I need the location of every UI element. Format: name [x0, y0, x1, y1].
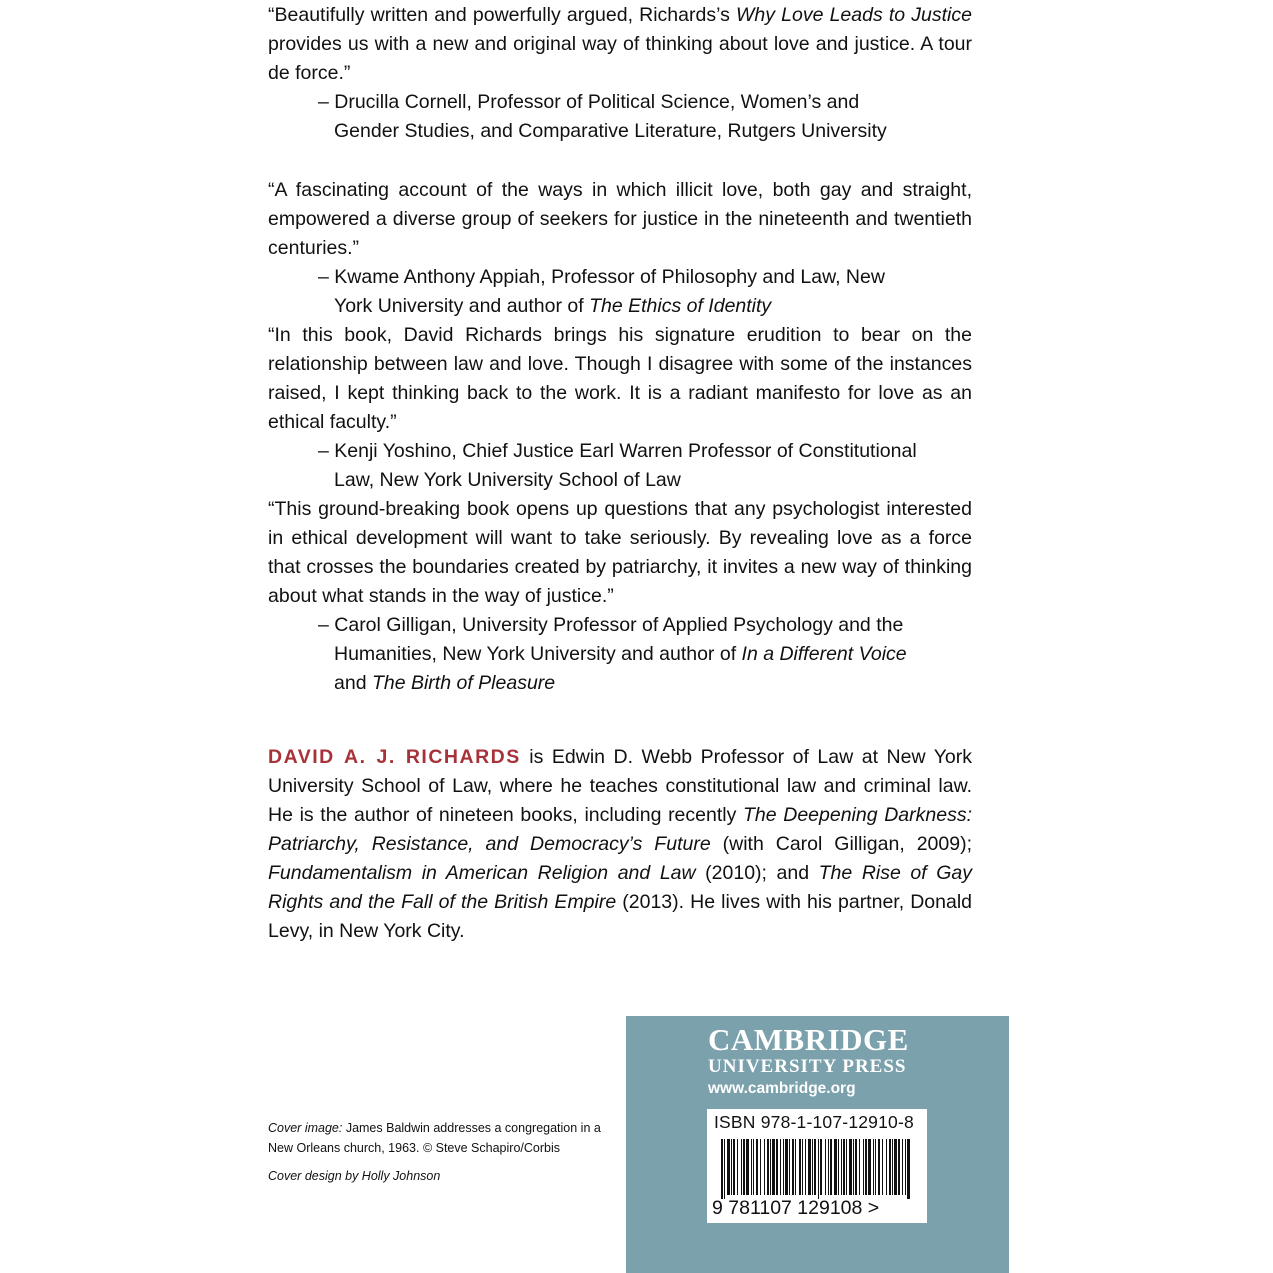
- barcode-bar: [764, 1139, 765, 1195]
- cover-credits: [268, 1118, 608, 1186]
- barcode-bar: [724, 1139, 725, 1199]
- barcode-bar: [795, 1139, 796, 1195]
- barcode-bar: [830, 1139, 832, 1195]
- barcode-bar: [751, 1139, 752, 1195]
- barcode-bar: [892, 1139, 893, 1195]
- barcode-bar: [875, 1139, 876, 1195]
- barcode-bar: [889, 1139, 891, 1195]
- barcode-bar: [802, 1139, 803, 1195]
- barcode-bar: [863, 1139, 864, 1195]
- barcode-end-mark: >: [867, 1197, 880, 1219]
- publisher-panel: [626, 1016, 1009, 1273]
- barcode-bar: [865, 1139, 867, 1195]
- barcode-bar: [878, 1139, 880, 1195]
- blurb-4: [268, 495, 972, 698]
- barcode-bar: [780, 1139, 781, 1195]
- cover-image-label: Cover image:: [268, 1121, 343, 1135]
- barcode-bar: [905, 1139, 906, 1195]
- barcode-bar: [812, 1139, 813, 1195]
- barcode-bar: [783, 1139, 784, 1195]
- barcode-bar: [727, 1139, 730, 1195]
- barcode-bar: [767, 1139, 769, 1195]
- blurb-4-quote: “This ground-breaking book opens up questions that any psychologist interested in ethical development will want to take seriously. By revealing love as a force that crosses the boundaries created by patriarchy, it invites a new way of thinking about what stands in the way of justice.”: [268, 498, 972, 607]
- barcode-bar: [843, 1139, 845, 1195]
- barcode-bar: [846, 1139, 847, 1195]
- barcode-bar: [838, 1139, 839, 1195]
- barcode-bar: [894, 1139, 897, 1195]
- barcode-bar: [873, 1139, 874, 1195]
- blurb-1: [268, 1, 972, 146]
- barcode-bar: [902, 1139, 903, 1195]
- barcode-bar: [772, 1139, 775, 1195]
- barcode-bar: [828, 1139, 829, 1195]
- blurb-3-attribution: – Kenji Yoshino, Chief Justice Earl Warren Professor of Constitutional Law, New York University School of Law: [318, 440, 917, 491]
- barcode-bar: [882, 1139, 883, 1195]
- publisher-name: CAMBRIDGE: [708, 1022, 909, 1057]
- barcode-bar: [825, 1139, 826, 1195]
- barcode-bar: [849, 1139, 852, 1195]
- barcode-bar: [760, 1139, 761, 1195]
- blurb-4-attribution: – Carol Gilligan, University Professor of Applied Psychology and the Humanities, New York University and author of In a Different Voice and The Birth of Pleasure: [318, 614, 907, 694]
- barcode-bar: [792, 1139, 794, 1195]
- barcode-bar: [859, 1139, 860, 1195]
- barcode-bar: [741, 1139, 742, 1195]
- barcode-bar: [756, 1139, 758, 1195]
- author-bio-text: [268, 743, 972, 946]
- barcode-bar: [820, 1139, 822, 1195]
- publisher-url: www.cambridge.org: [708, 1080, 856, 1097]
- blurb-3: [268, 321, 972, 495]
- isbn-label: ISBN 978-1-107-12910-8: [714, 1112, 914, 1132]
- barcode-bar: [805, 1139, 806, 1195]
- barcode-bar: [818, 1139, 819, 1199]
- barcode-bar: [789, 1139, 790, 1195]
- barcode-bar: [898, 1139, 900, 1195]
- blurb-2-quote: “A fascinating account of the ways in which illicit love, both gay and straight, empowered a diverse group of seekers for justice in the nineteenth and twentieth centuries.”: [268, 179, 972, 259]
- barcode-bar: [731, 1139, 732, 1195]
- barcode-bar: [776, 1139, 778, 1195]
- barcode-bar: [886, 1139, 887, 1195]
- barcode-bar: [737, 1139, 738, 1195]
- barcode-bar: [808, 1139, 811, 1195]
- publisher-subtitle: UNIVERSITY PRESS: [708, 1056, 907, 1077]
- barcode-bar: [868, 1139, 871, 1195]
- barcode-bar: [853, 1139, 854, 1195]
- cover-image-credit: [268, 1118, 608, 1158]
- barcode-bar: [834, 1139, 837, 1195]
- barcode-bar: [814, 1139, 816, 1195]
- blurb-2: [268, 176, 972, 321]
- author-bio-body: is Edwin D. Webb Professor of Law at New York University School of Law, where he teaches constitutional law and criminal law. He is the author of nineteen books, including recently The Deepening Darkness: Patriarchy, Resistance, and Democracy’s Future (with Carol Gilligan, 2009); Fundamentalism in American Religion and Law (2010); and The Rise of Gay Rights and the Fall of the British Empire (2013). He lives with his partner, Donald Levy, in New York City.: [268, 746, 972, 942]
- cover-image-text: James Baldwin addresses a congregation in a New Orleans church, 1963. © Steve Schapiro/Corbis: [268, 1121, 601, 1155]
- barcode-digits: 9 781107 129108 >: [712, 1197, 880, 1219]
- blurb-3-quote: “In this book, David Richards brings his signature erudition to bear on the relationship between law and love. Though I disagree with some of the instances raised, I kept thinking back to the work. It is a radiant manifesto for love as an ethical faculty.”: [268, 324, 972, 433]
- barcode-bar: [746, 1139, 749, 1195]
- barcode-bar: [841, 1139, 842, 1195]
- barcode-bar: [799, 1139, 801, 1195]
- barcode-bar: [907, 1139, 910, 1199]
- cover-design-credit: Cover design by Holly Johnson: [268, 1169, 441, 1183]
- barcode-bar: [785, 1139, 788, 1195]
- blurb-2-attribution: – Kwame Anthony Appiah, Professor of Philosophy and Law, New York University and author of The Ethics of Identity: [318, 266, 885, 317]
- blurb-1-attribution: – Drucilla Cornell, Professor of Political Science, Women’s and Gender Studies, and Comparative Literature, Rutgers University: [318, 91, 887, 142]
- blurb-1-quote: “Beautifully written and powerfully argued, Richards’s Why Love Leads to Justice provides us with a new and original way of thinking about love and justice. A tour de force.”: [268, 4, 972, 84]
- author-name: DAVID A. J. RICHARDS: [268, 746, 521, 768]
- barcode-bar: [733, 1139, 735, 1195]
- barcode-bar: [721, 1139, 723, 1199]
- author-bio: [268, 743, 972, 946]
- barcode-bar: [770, 1139, 771, 1195]
- barcode-bar: [743, 1139, 745, 1195]
- barcode-bar: [753, 1139, 754, 1195]
- barcode-bar: [855, 1139, 857, 1195]
- isbn-barcode: [707, 1109, 927, 1223]
